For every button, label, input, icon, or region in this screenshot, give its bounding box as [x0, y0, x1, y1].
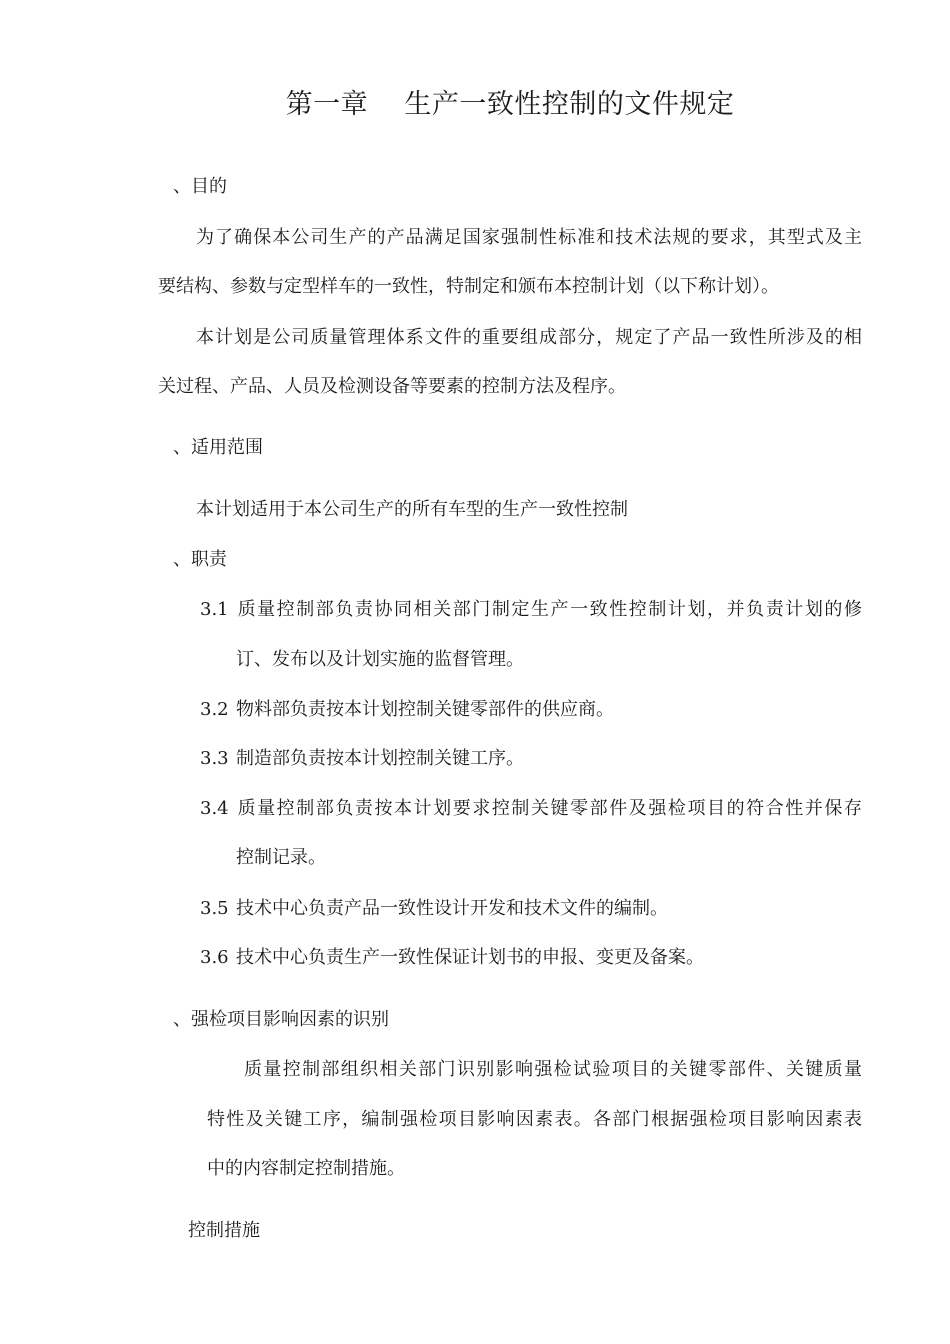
list-item — [200, 598, 862, 622]
paragraph-line: 关过程、产品、人员及检测设备等要素的控制方法及程序。 — [158, 376, 626, 397]
list-item — [200, 698, 614, 722]
list-item-continuation: 控制记录。 — [236, 847, 326, 868]
item-text: 物料部负责按本计划控制关键零部件的供应商。 — [236, 699, 614, 720]
list-item — [200, 897, 668, 921]
section-heading-control-measures: 控制措施 — [188, 1220, 260, 1241]
item-number: 3.5 — [200, 898, 229, 919]
paragraph-line: 质量控制部组织相关部门识别影响强检试验项目的关键零部件、关键质量 — [244, 1059, 862, 1080]
item-text: 制造部负责按本计划控制关键工序。 — [236, 748, 524, 769]
item-number: 3.4 — [200, 798, 229, 819]
list-item — [200, 946, 704, 970]
list-item-continuation: 订、发布以及计划实施的监督管理。 — [236, 649, 524, 670]
item-text: 技术中心负责生产一致性保证计划书的申报、变更及备案。 — [236, 947, 704, 968]
list-item — [200, 797, 862, 821]
section-heading-responsibilities: 、职责 — [173, 549, 227, 570]
item-text: 质量控制部负责按本计划要求控制关键零部件及强检项目的符合性并保存 — [236, 798, 862, 819]
paragraph-line: 本计划适用于本公司生产的所有车型的生产一致性控制 — [196, 499, 628, 520]
paragraph-line: 本计划是公司质量管理体系文件的重要组成部分，规定了产品一致性所涉及的相 — [196, 327, 862, 348]
list-item — [200, 747, 524, 771]
item-text: 质量控制部负责协同相关部门制定生产一致性控制计划，并负责计划的修 — [236, 599, 862, 620]
item-number: 3.1 — [200, 599, 229, 620]
item-number: 3.6 — [200, 947, 229, 968]
item-number: 3.2 — [200, 699, 229, 720]
section-heading-scope: 、适用范围 — [173, 437, 263, 458]
paragraph-line: 为了确保本公司生产的产品满足国家强制性标准和技术法规的要求，其型式及主 — [196, 227, 862, 248]
paragraph-line: 要结构、参数与定型样车的一致性，特制定和颁布本控制计划（以下称计划）。 — [158, 276, 779, 297]
item-number: 3.3 — [200, 748, 229, 769]
item-text: 技术中心负责产品一致性设计开发和技术文件的编制。 — [236, 898, 668, 919]
paragraph-line: 中的内容制定控制措施。 — [207, 1158, 405, 1179]
paragraph-line: 特性及关键工序，编制强检项目影响因素表。各部门根据强检项目影响因素表 — [207, 1109, 862, 1130]
chapter-title: 第一章 生产一致性控制的文件规定 — [285, 89, 735, 120]
section-heading-identification: 、强检项目影响因素的识别 — [173, 1009, 389, 1030]
section-heading-purpose: 、目的 — [173, 176, 227, 197]
